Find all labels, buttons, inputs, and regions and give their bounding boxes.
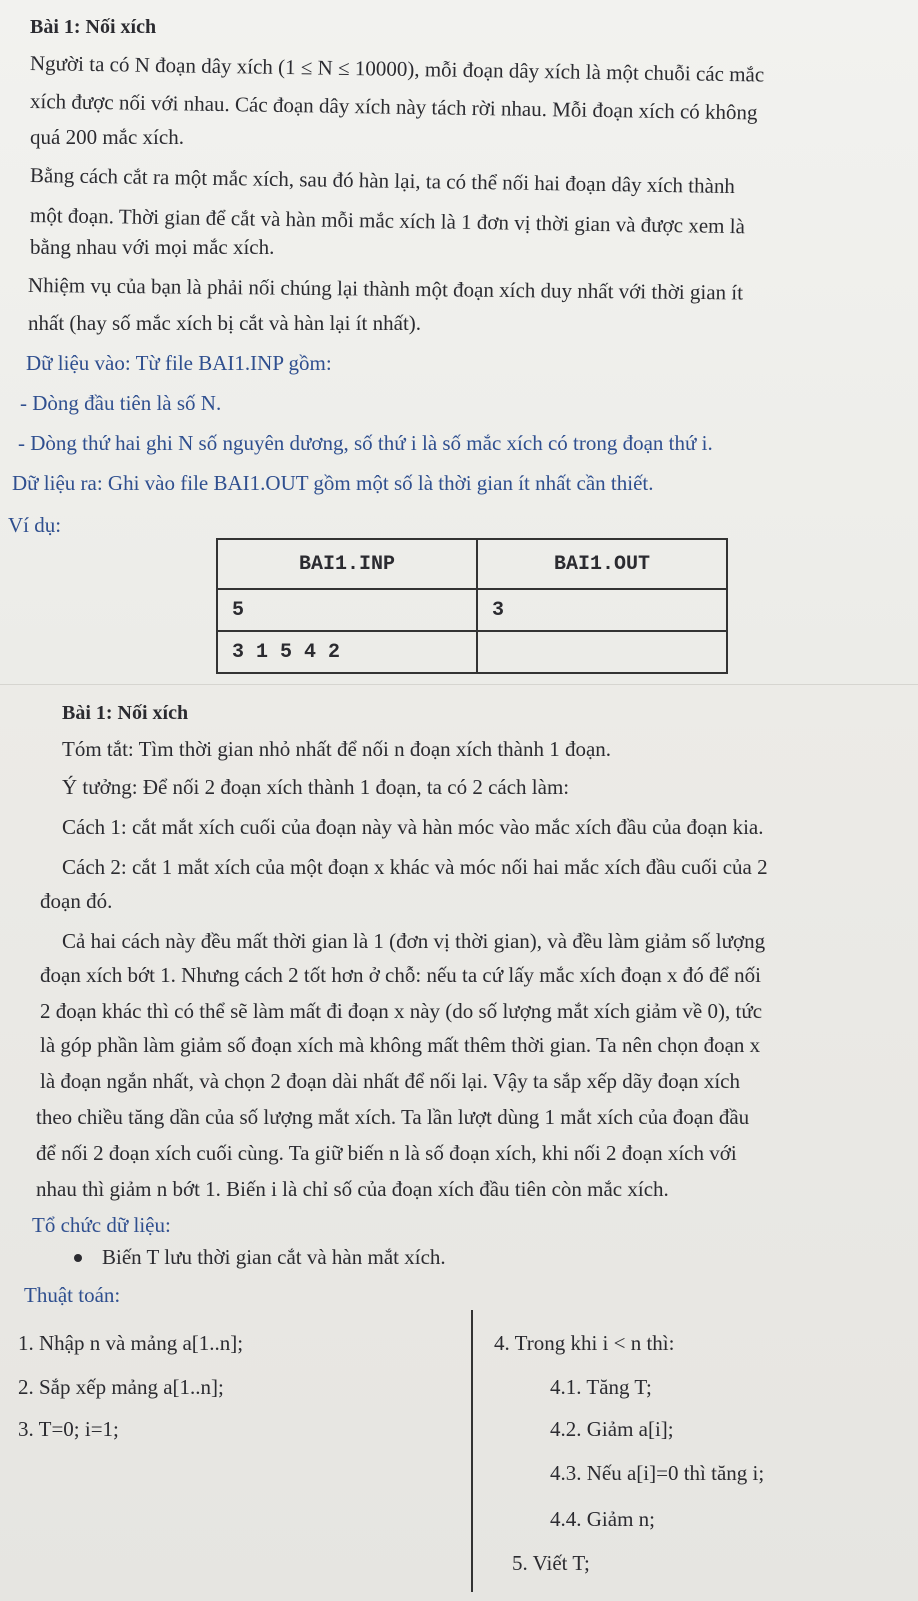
problem-paragraph-line: bằng nhau với mọi mắc xích.	[30, 235, 275, 259]
data-org-item: Biến T lưu thời gian cắt và hàn mắt xích.	[102, 1245, 446, 1269]
explanation-line: đoạn xích bớt 1. Nhưng cách 2 tốt hơn ở chỗ: nếu ta cứ lấy mắc xích đoạn x đó để nối	[40, 963, 761, 987]
problem-paragraph-line: một đoạn. Thời gian để cắt và hàn mỗi mắc xích là 1 đơn vị thời gian và được xem là	[29, 203, 746, 239]
explanation-line: theo chiều tăng dần của số lượng mắt xích. Ta lần lượt dùng 1 mắt xích của đoạn đầu	[36, 1105, 750, 1129]
summary-line: Tóm tắt: Tìm thời gian nhỏ nhất để nối n đoạn xích thành 1 đoạn.	[62, 737, 612, 761]
algorithm-step: 4.2. Giảm a[i];	[550, 1417, 674, 1441]
table-row	[217, 589, 727, 631]
input-section-title: Dữ liệu vào: Từ file BAI1.INP gồm:	[26, 351, 332, 375]
algorithm-step: 4.1. Tăng T;	[550, 1375, 652, 1399]
output-line: Dữ liệu ra: Ghi vào file BAI1.OUT gồm một số là thời gian ít nhất cần thiết.	[12, 471, 654, 495]
table-cell: 5	[217, 589, 477, 631]
way2-line: Cách 2: cắt 1 mắt xích của một đoạn x khác và móc nối hai mắc xích đầu cuối của 2	[62, 855, 768, 879]
idea-line: Ý tưởng: Để nối 2 đoạn xích thành 1 đoạn, ta có 2 cách làm:	[62, 775, 570, 799]
explanation-line: Cả hai cách này đều mất thời gian là 1 (đơn vị thời gian), và đều làm giảm số lượng	[62, 929, 766, 953]
table-row	[217, 631, 727, 673]
table-cell: 3 1 5 4 2	[217, 631, 477, 673]
table-cell	[477, 631, 727, 673]
input-line: - Dòng thứ hai ghi N số nguyên dương, số thứ i là số mắc xích có trong đoạn thứ i.	[18, 431, 713, 455]
algorithm-title: Thuật toán:	[24, 1283, 121, 1307]
problem-paragraph-line: nhất (hay số mắc xích bị cắt và hàn lại ít nhất).	[28, 311, 422, 335]
problem-paragraph-line: quá 200 mắc xích.	[30, 125, 184, 149]
explanation-line: 2 đoạn khác thì có thể sẽ làm mất đi đoạn x này (do số lượng mắt xích giảm về 0), tức	[40, 999, 763, 1023]
algorithm-step: 1. Nhập n và mảng a[1..n];	[18, 1331, 244, 1355]
algorithm-step: 3. T=0; i=1;	[18, 1417, 119, 1441]
explanation-line: là góp phần làm giảm số đoạn xích mà không mất thêm thời gian. Ta nên chọn đoạn x	[40, 1033, 761, 1057]
algorithm-step: 5. Viết T;	[512, 1551, 590, 1575]
example-label: Ví dụ:	[8, 513, 62, 537]
algorithm-column-divider	[471, 1310, 473, 1592]
problem-paragraph-line: Người ta có N đoạn dây xích (1 ≤ N ≤ 10000), mỗi đoạn dây xích là một chuỗi các mắc	[29, 51, 765, 87]
problem-paragraph-line: Nhiệm vụ của bạn là phải nối chúng lại thành một đoạn xích duy nhất với thời gian ít	[27, 273, 744, 305]
problem-title: Bài 1: Nối xích	[30, 16, 157, 38]
explanation-line: nhau thì giảm n bớt 1. Biến i là chỉ số của đoạn xích đầu tiên còn mắc xích.	[36, 1177, 669, 1201]
solution-title: Bài 1: Nối xích	[62, 702, 189, 724]
data-org-title: Tổ chức dữ liệu:	[32, 1213, 171, 1237]
example-table	[216, 538, 728, 674]
explanation-line: là đoạn ngắn nhất, và chọn 2 đoạn dài nhất để nối lại. Vậy ta sắp xếp dãy đoạn xích	[40, 1069, 740, 1093]
way2-line: đoạn đó.	[40, 889, 113, 913]
bullet-icon	[74, 1254, 82, 1262]
problem-paragraph-line: Bằng cách cắt ra một mắc xích, sau đó hàn lại, ta có thể nối hai đoạn dây xích thành	[29, 163, 736, 199]
input-line: - Dòng đầu tiên là số N.	[20, 391, 222, 415]
algorithm-step: 4.4. Giảm n;	[550, 1507, 655, 1531]
algorithm-step: 2. Sắp xếp mảng a[1..n];	[18, 1375, 224, 1399]
algorithm-step: 4. Trong khi i < n thì:	[494, 1331, 675, 1355]
table-header-cell: BAI1.OUT	[477, 539, 727, 589]
table-cell: 3	[477, 589, 727, 631]
problem-paragraph-line: xích được nối với nhau. Các đoạn dây xích này tách rời nhau. Mỗi đoạn xích có không	[29, 89, 758, 125]
explanation-line: để nối 2 đoạn xích cuối cùng. Ta giữ biến n là số đoạn xích, khi nối 2 đoạn xích với	[36, 1141, 737, 1165]
way1-line: Cách 1: cắt mắt xích cuối của đoạn này và hàn móc vào mắc xích đầu của đoạn kia.	[62, 815, 764, 839]
table-header-row	[217, 539, 727, 589]
algorithm-step: 4.3. Nếu a[i]=0 thì tăng i;	[550, 1461, 765, 1485]
table-header-cell: BAI1.INP	[217, 539, 477, 589]
